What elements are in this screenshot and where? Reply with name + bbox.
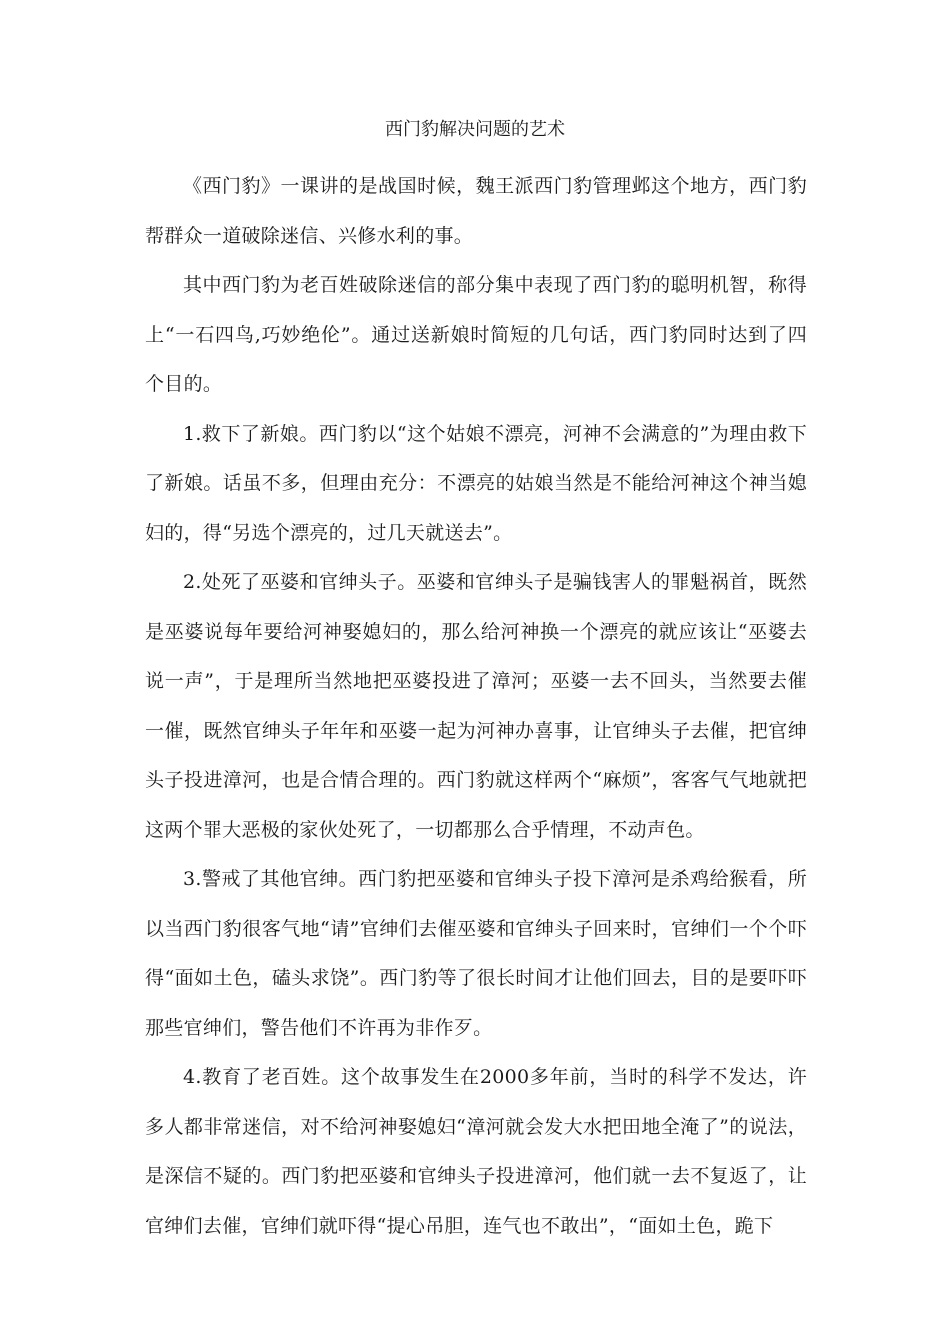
paragraph-point-2: 2.处死了巫婆和官绅头子。巫婆和官绅头子是骗钱害人的罪魁祸首，既然是巫婆说每年要给河神娶媳妇的，那么给河神换一个漂亮的就应该让“巫婆去说一声”，于是理所当然地把巫婆投进了漳河；巫婆一去不回头，当然要去催一催，既然官绅头子年年和巫婆一起为河神办喜事，让官绅头子去催，把官绅头子投进漳河，也是合情合理的。西门豹就这样两个“麻烦”，客客气气地就把这两个罪大恶极的家伙处死了，一切都那么合乎情理，不动声色。 (145, 571, 807, 841)
paragraph-summary: 其中西门豹为老百姓破除迷信的部分集中表现了西门豹的聪明机智，称得上“一石四鸟,巧妙绝伦”。通过送新娘时简短的几句话，西门豹同时达到了四个目的。 (145, 274, 807, 395)
paragraph-point-4: 4.教育了老百姓。这个故事发生在2000多年前，当时的科学不发达，许多人都非常迷信，对不给河神娶媳妇“漳河就会发大水把田地全淹了”的说法，是深信不疑的。西门豹把巫婆和官绅头子投进漳河，他们就一去不复返了，让官绅们去催，官绅们就吓得“提心吊胆，连气也不敢出”，“面如土色，跪下 (145, 1066, 807, 1237)
paragraph-intro: 《西门豹》一课讲的是战国时候，魏王派西门豹管理邺这个地方，西门豹帮群众一道破除迷信、兴修水利的事。 (145, 175, 807, 247)
document-title: 西门豹解决问题的艺术 (385, 119, 565, 140)
paragraph-point-3: 3.警戒了其他官绅。西门豹把巫婆和官绅头子投下漳河是杀鸡给猴看，所以当西门豹很客气地“请”官绅们去催巫婆和官绅头子回来时，官绅们一个个吓得“面如土色，磕头求饶”。西门豹等了很长时间才让他们回去，目的是要吓吓那些官绅们，警告他们不许再为非作歹。 (145, 868, 807, 1039)
paragraph-point-1: 1.救下了新娘。西门豹以“这个姑娘不漂亮，河神不会满意的”为理由救下了新娘。话虽不多，但理由充分：不漂亮的姑娘当然是不能给河神这个神当媳妇的，得“另选个漂亮的，过几天就送去”。 (145, 422, 807, 544)
document-body (145, 162, 807, 1251)
